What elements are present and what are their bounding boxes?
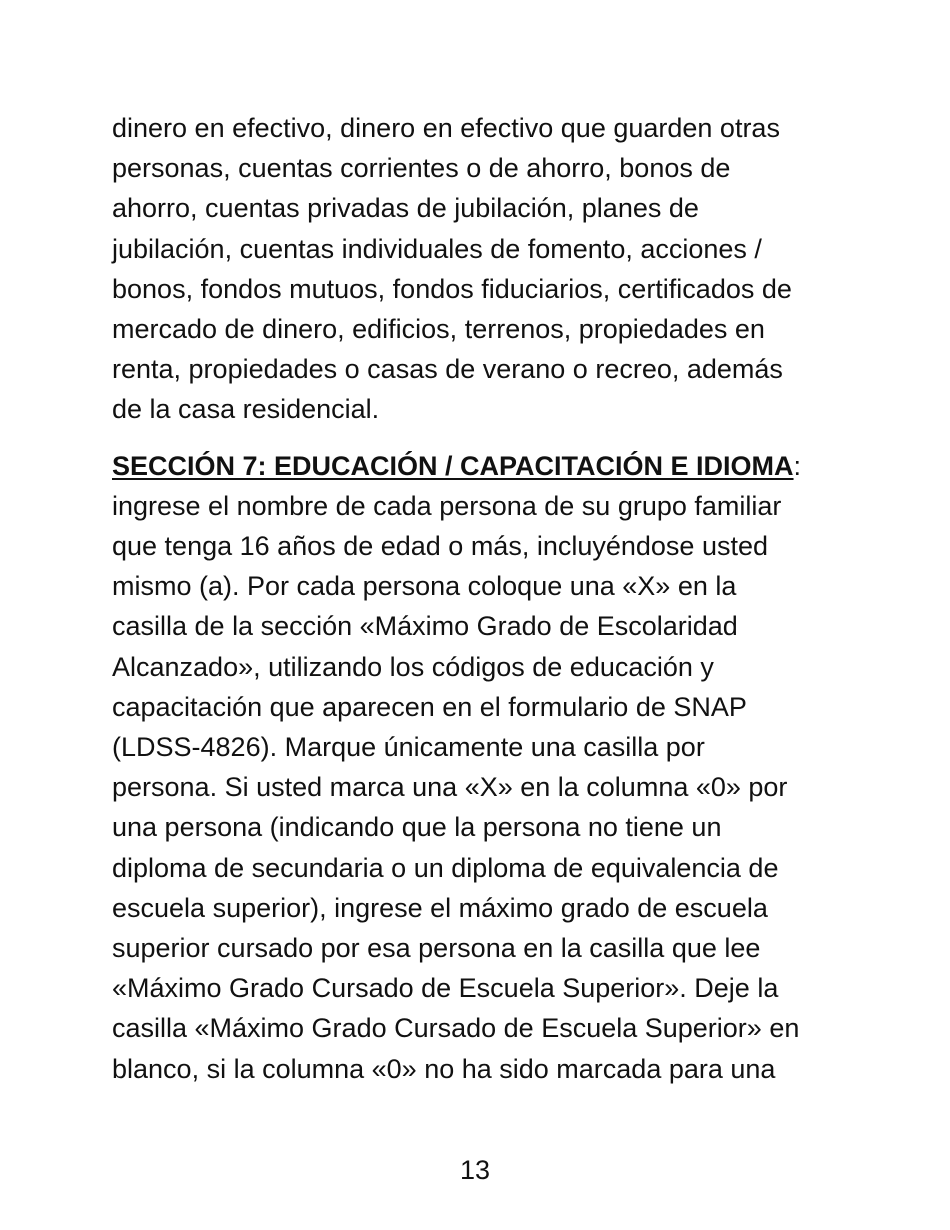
paragraph-line: diploma de secundaria o un diploma de equivalencia de bbox=[112, 852, 779, 883]
document-page bbox=[112, 108, 852, 1089]
paragraph-line: superior cursado por esa persona en la casilla que lee bbox=[112, 933, 761, 964]
paragraph-line: capacitación que aparecen en el formulario de SNAP bbox=[112, 691, 747, 722]
paragraph-line: renta, propiedades o casas de verano o recreo, además bbox=[112, 354, 783, 385]
paragraph-line: una persona (indicando que la persona no tiene un bbox=[112, 812, 722, 843]
paragraph-line: mismo (a). Por cada persona coloque una «X» en la bbox=[112, 571, 737, 602]
paragraph-line: que tenga 16 años de edad o más, incluyéndose usted bbox=[112, 531, 768, 562]
paragraph-line: personas, cuentas corrientes o de ahorro, bonos de bbox=[112, 153, 731, 184]
paragraph-line: dinero en efectivo, dinero en efectivo que guarden otras bbox=[112, 113, 780, 143]
paragraph-line: de la casa residencial. bbox=[112, 394, 380, 425]
paragraph-line: (LDSS-4826). Marque únicamente una casilla por bbox=[112, 732, 705, 763]
paragraph-line: ahorro, cuentas privadas de jubilación, planes de bbox=[112, 193, 699, 224]
paragraph-line: casilla «Máximo Grado Cursado de Escuela Superior» en bbox=[112, 1013, 800, 1044]
heading-colon: : bbox=[793, 450, 802, 481]
paragraph-line: «Máximo Grado Cursado de Escuela Superior». Deje la bbox=[112, 973, 779, 1004]
paragraph-line: bonos, fondos mutuos, fondos fiduciarios, certificados de bbox=[112, 273, 792, 304]
paragraph-line: jubilación, cuentas individuales de fomento, acciones / bbox=[112, 233, 762, 264]
paragraph-line: mercado de dinero, edificios, terrenos, propiedades en bbox=[112, 314, 765, 345]
paragraph-line: blanco, si la columna «0» no ha sido marcada para una bbox=[112, 1053, 776, 1084]
paragraph-line: escuela superior), ingrese el máximo grado de escuela bbox=[112, 892, 768, 923]
section-7-heading: SECCIÓN 7: EDUCACIÓN / CAPACITACIÓN E IDIOMA bbox=[112, 450, 794, 481]
paragraph-line: ingrese el nombre de cada persona de su grupo familiar bbox=[112, 490, 782, 521]
paragraph-line: persona. Si usted marca una «X» en la columna «0» por bbox=[112, 772, 788, 803]
paragraph-line: Alcanzado», utilizando los códigos de educación y bbox=[112, 651, 714, 682]
assets-paragraph bbox=[112, 108, 852, 430]
page-number: 13 bbox=[459, 1155, 491, 1185]
section-heading-line bbox=[112, 446, 852, 486]
paragraph-line: casilla de la sección «Máximo Grado de Escolaridad bbox=[112, 611, 738, 642]
section-7-paragraph bbox=[112, 446, 852, 1089]
